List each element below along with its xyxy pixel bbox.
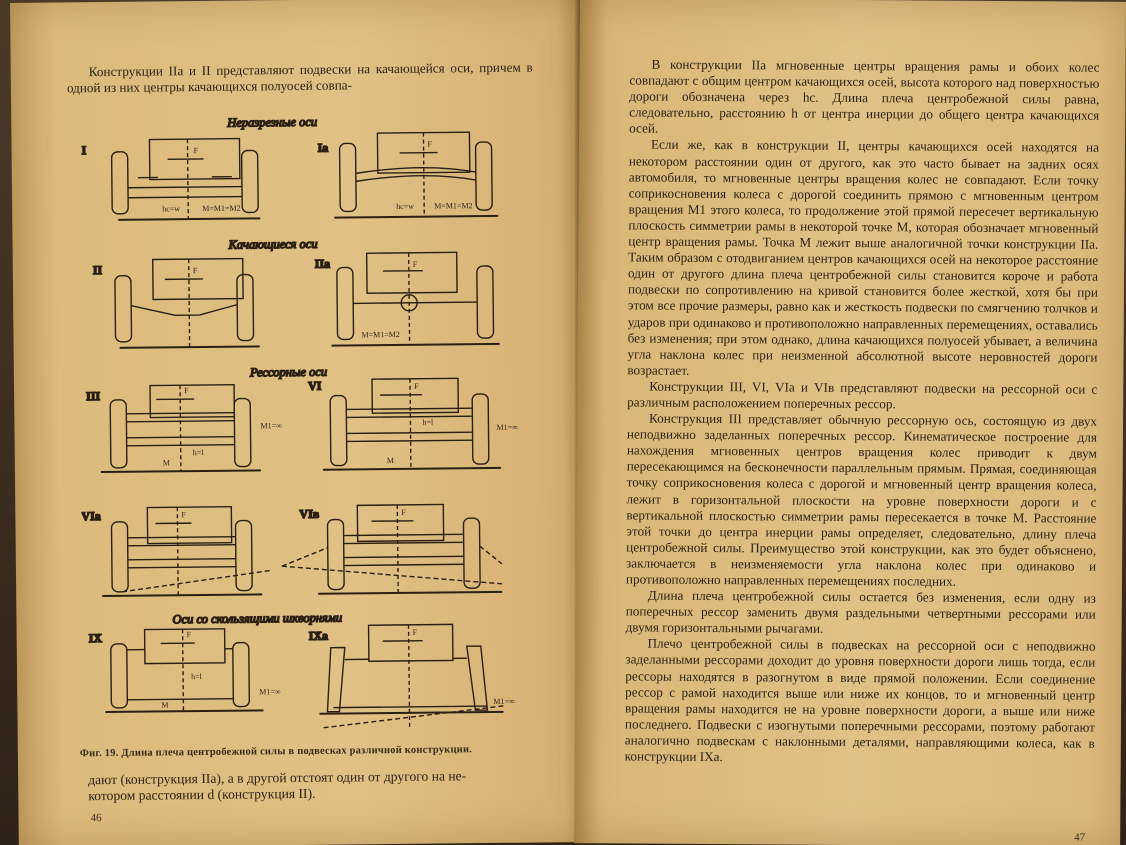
intro-paragraph: Конструкции IIа и II представляют подвески на качающейся оси, причем в одной из них центры качающихся полуосей совпа- — [66, 59, 533, 96]
svg-text:M=M1=M2: M=M1=M2 — [202, 203, 241, 213]
svg-text:M=M1=M2: M=M1=M2 — [434, 201, 473, 211]
diagram-III — [100, 384, 283, 472]
suspension-diagrams-figure — [77, 105, 554, 750]
label-IX: IX — [88, 631, 103, 646]
svg-text:F: F — [186, 630, 192, 640]
right-paragraph-2: Если же, как в конструкции II, центры качающихся осей находятся на некотором расстоянии один от другого, как это часто бывает на задних осях автомобиля, то мгновенные центры вращения колес не совпадают. Если точку соприкосновения колеса с дорогой соединить прямою с мгновенным центром вращения M1 этого колеса, то продолжение этой прямой пересечет вертикальную плоскость симметрии рамы в некоторой точке M, которая обозначает мгновенный центр вращения рамы. Точка M лежит выше аналогичной точки конструкции IIа. Таким образом с отодвиганием центров качающихся осей на некоторое расстояние один от другого длина плеча центробежной силы становится короче и работа подвески по сопротивлению на кривой становится более жесткой, хотя бы при этом все прочие размеры, равно как и жесткость подвески по смягчению толчков и ударов при одинаково и противоположно направленных перемещениях, оставались без изменения; при этом однако, длина качающихся полуосей убывает, а величина угла наклона колес при неизменной абсолютной высоте неровностей дороги возрастает. — [627, 137, 1100, 378]
svg-text:F: F — [414, 381, 419, 391]
left-page — [10, 0, 589, 845]
svg-text:M1=∞: M1=∞ — [496, 422, 518, 432]
svg-text:h=l: h=l — [191, 672, 202, 682]
label-VIa: VIa — [81, 509, 101, 524]
right-paragraph-4: Конструкция III представляет обычную рессорную ось, состоящую из двух неподвижно заделанных поперечных рессор. Кинематическое построение для нахождения мгновенных центров вращения колес приводит к двум пересекающимся на бесконечности параллельным прямым. Прямая, соединяющая точку соприкосновения колеса с дорогой и мгновенный центр вращения колеса, лежит в горизонтальной плоскости на уровне поверхности дороги и с вертикальной плоскостью симметрии рамы пересекается в точке M. Расстояние этой точки до центра инерции рамы определяет, следовательно, длину плеча центробежной силы. Преимущество этой конструкции, как это будет объяснено, заключается в неизменяемости угла наклона колес при одинаково и противоположно направленных перемещениях последних. — [625, 410, 1098, 589]
label-VIb: VIв — [299, 506, 320, 521]
left-bottom-text — [88, 767, 538, 804]
svg-text:F: F — [412, 627, 418, 637]
svg-text:hc=w: hc=w — [162, 204, 181, 214]
heading-spring-axes: Рессорные оси — [249, 364, 328, 380]
heading-sliding-kingpins: Оси со скользящими шкворнями — [172, 610, 343, 627]
label-II: II — [92, 263, 103, 278]
svg-text:F: F — [193, 146, 199, 156]
right-paragraph-5: Длина плеча центробежной силы остается без изменения, если одну из поперечных рессор заменить двумя раздельными четвертными рессорами или двумя горизонтальными рычагами. — [625, 587, 1096, 637]
diagram-VIa — [101, 506, 272, 596]
svg-text:F: F — [401, 507, 406, 517]
right-paragraph-6: Плечо центробежной силы в подвесках на рессорной оси с неподвижно заделанными рессорами доходит до уровня поверхности дороги лишь тогда, если рессоры находятся в разогнутом в виде прямой положении. Если соединение рессор с рамой находится выше или ниже их концов, то и мгновенный центр вращения рамы находится не на уровне поверхности дороги, а выше или ниже последнего. Подвески с изогнутыми поперечными рессорами, поэтому работают аналогично подвескам с наклонными деталями, направляющими колеса, как в конструкции IXа. — [624, 635, 1096, 765]
svg-text:F: F — [427, 139, 433, 149]
svg-text:F: F — [412, 259, 418, 269]
label-VI: VI — [307, 378, 322, 393]
svg-text:M: M — [161, 700, 169, 710]
label-Ia: Ia — [317, 140, 329, 155]
diagram-IIa — [331, 252, 500, 346]
right-page-number: 47 — [1074, 831, 1086, 844]
svg-text:h=l: h=l — [422, 417, 434, 427]
bottom-line-2: котором расстоянии d (конструкция II). — [88, 785, 316, 804]
svg-text:M1=∞: M1=∞ — [259, 687, 281, 697]
label-IXa: IXa — [308, 628, 329, 643]
label-III: III — [86, 389, 101, 404]
bottom-line-1: дают (конструкция IIа), а в другой отстоят один от другого на не- — [88, 768, 467, 788]
right-paragraph-3: Конструкции III, VI, VIа и VIв представляют подвески на рессорной оси с различным расположением поперечных рессор. — [627, 378, 1098, 412]
diagram-Ia — [333, 132, 498, 218]
svg-text:M=M1=M2: M=M1=M2 — [361, 329, 400, 340]
diagram-IX — [105, 628, 281, 712]
figure-caption: Фиг. 19. Длина плеча центробежной силы в подвесках различной конструкции. — [79, 744, 473, 760]
right-paragraph-1: В конструкции IIа мгновенные центры вращения рамы и обоих колес совпадают с общим центром качающихся осей, высота которого над поверхностью дороги обозначена через hc. Длина плеча центробежной силы равна, следовательно, расстоянию h от центра инерции до общего центра качающихся осей. — [629, 56, 1100, 137]
svg-text:F: F — [184, 386, 189, 396]
heading-split-axes: Неразрезные оси — [227, 114, 318, 130]
svg-text:F: F — [181, 510, 186, 520]
svg-text:hc=w: hc=w — [396, 201, 415, 211]
svg-text:F: F — [192, 266, 198, 276]
right-body-text — [625, 56, 1100, 767]
diagram-IXa — [319, 624, 516, 728]
svg-text:h=l: h=l — [192, 447, 204, 458]
diagram-I — [111, 138, 260, 220]
diagram-II — [115, 258, 260, 348]
left-page-number: 46 — [90, 812, 102, 825]
diagram-VI — [322, 378, 519, 470]
svg-text:M: M — [386, 455, 394, 466]
svg-text:M1=∞: M1=∞ — [493, 696, 515, 706]
heading-swing-axes: Качающиеся оси — [228, 236, 318, 252]
svg-text:M1=∞: M1=∞ — [260, 421, 282, 431]
label-I: I — [81, 143, 87, 158]
label-IIa: IIa — [314, 256, 331, 271]
right-page — [574, 0, 1126, 845]
svg-text:M: M — [162, 458, 171, 468]
left-intro-text — [67, 60, 533, 97]
